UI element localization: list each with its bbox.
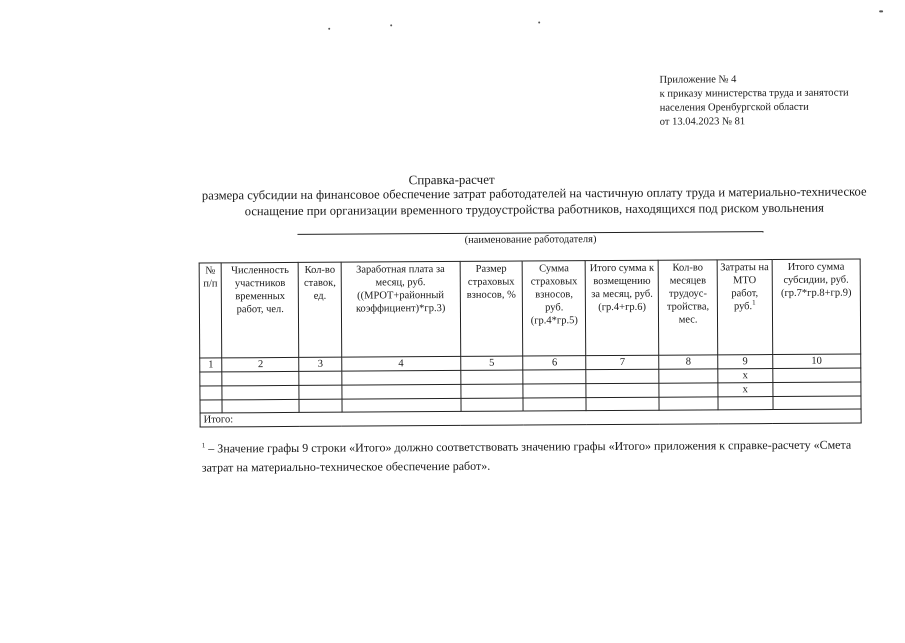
- footnote-reference: 1: [752, 298, 756, 307]
- table-cell: [461, 398, 524, 411]
- header-cell: Итого сумма к возмещению за месяц, руб. (гр.4+гр.6): [585, 260, 659, 355]
- header-cell: Численность участников временных работ, чел.: [221, 262, 299, 357]
- header-cell: № п/п: [199, 263, 222, 358]
- table-cell: [222, 385, 299, 399]
- footnote-text: – Значение графы 9 строки «Итого» должно соответствовать значению графы «Итого» приложения к справке-расчету «Смета затрат на материально-техническое обеспечение работ».: [201, 437, 852, 475]
- header-cell-text: Затраты на МТО работ, руб.: [720, 262, 769, 313]
- table-cell: [718, 397, 773, 410]
- header-cell: Сумма страховых взносов, руб. (гр.4*гр.5): [523, 261, 586, 356]
- table-cell: [299, 371, 342, 385]
- header-cell: Кол-во месяцев трудоус-тройства, мес.: [658, 260, 717, 355]
- scan-speck: [328, 28, 330, 30]
- calculation-table: [199, 258, 862, 427]
- table-cell: [659, 383, 718, 397]
- column-number: 4: [342, 356, 461, 371]
- footnote: [202, 435, 867, 477]
- table-cell: [773, 396, 861, 410]
- table-cell: [586, 369, 659, 383]
- appendix-block: [659, 72, 889, 129]
- appendix-number: Приложение № 4: [659, 74, 737, 86]
- table-header-row: [199, 259, 861, 358]
- table-cell: [586, 383, 659, 397]
- document-subtitle: размера субсидии на финансовое обеспечение затрат работодателей на частичную оплату труда и материально-техническое оснащение при организации временного трудоустройства работников, находящихся под риском увольнения: [201, 184, 867, 219]
- document-title: Справка-расчет: [408, 171, 495, 188]
- scan-speck: [390, 24, 392, 26]
- table-cell: [659, 397, 718, 410]
- column-number: 6: [523, 356, 586, 370]
- table-cell: [299, 399, 342, 412]
- header-cell: Кол-во ставок, ед.: [298, 262, 341, 357]
- footnote-mark: 1: [201, 441, 206, 450]
- table-cell: [460, 384, 523, 398]
- column-number: 3: [299, 357, 342, 371]
- employer-caption: (наименование работодателя): [464, 234, 597, 246]
- table-cell: [200, 372, 222, 386]
- table-cell: [200, 386, 222, 400]
- column-number: 7: [586, 355, 659, 369]
- header-cell: [717, 260, 772, 355]
- appendix-region: населения Оренбургской области: [659, 101, 809, 114]
- table-cell: [342, 398, 461, 412]
- column-number: 2: [222, 357, 299, 371]
- table-cell: x: [718, 383, 773, 397]
- table-cell: [342, 384, 461, 399]
- table-cell: [523, 384, 586, 398]
- column-number: 10: [772, 354, 860, 369]
- total-row: [200, 409, 861, 427]
- table-cell: [659, 369, 718, 383]
- table-cell: [460, 370, 523, 384]
- column-number: 8: [659, 355, 718, 369]
- appendix-date: от 13.04.2023 № 81: [659, 116, 746, 128]
- column-number: 5: [460, 356, 523, 370]
- scan-speck: [879, 10, 883, 12]
- appendix-order-ref: к приказу министерства труда и занятости: [659, 87, 849, 100]
- total-label: Итого:: [200, 409, 861, 427]
- column-number: 9: [718, 355, 773, 369]
- header-cell: Размер страховых взносов, %: [460, 261, 523, 356]
- table-cell: [222, 371, 299, 385]
- column-number: 1: [200, 358, 222, 372]
- header-cell: Итого сумма субсидии, руб. (гр.7*гр.8+гр.9): [772, 259, 861, 355]
- table-cell: [773, 368, 861, 383]
- table-cell: [773, 382, 861, 397]
- table-cell: [523, 398, 586, 411]
- table-cell: [586, 397, 659, 410]
- table-cell: x: [718, 369, 773, 383]
- table-cell: [222, 399, 299, 412]
- header-cell: Заработная плата за месяц, руб. ((МРОТ+районный коэффициент)*гр.3): [341, 261, 460, 357]
- scan-speck: [538, 21, 540, 23]
- table-cell: [523, 370, 586, 384]
- table-cell: [200, 400, 222, 413]
- table-cell: [299, 385, 342, 399]
- table-cell: [342, 370, 461, 385]
